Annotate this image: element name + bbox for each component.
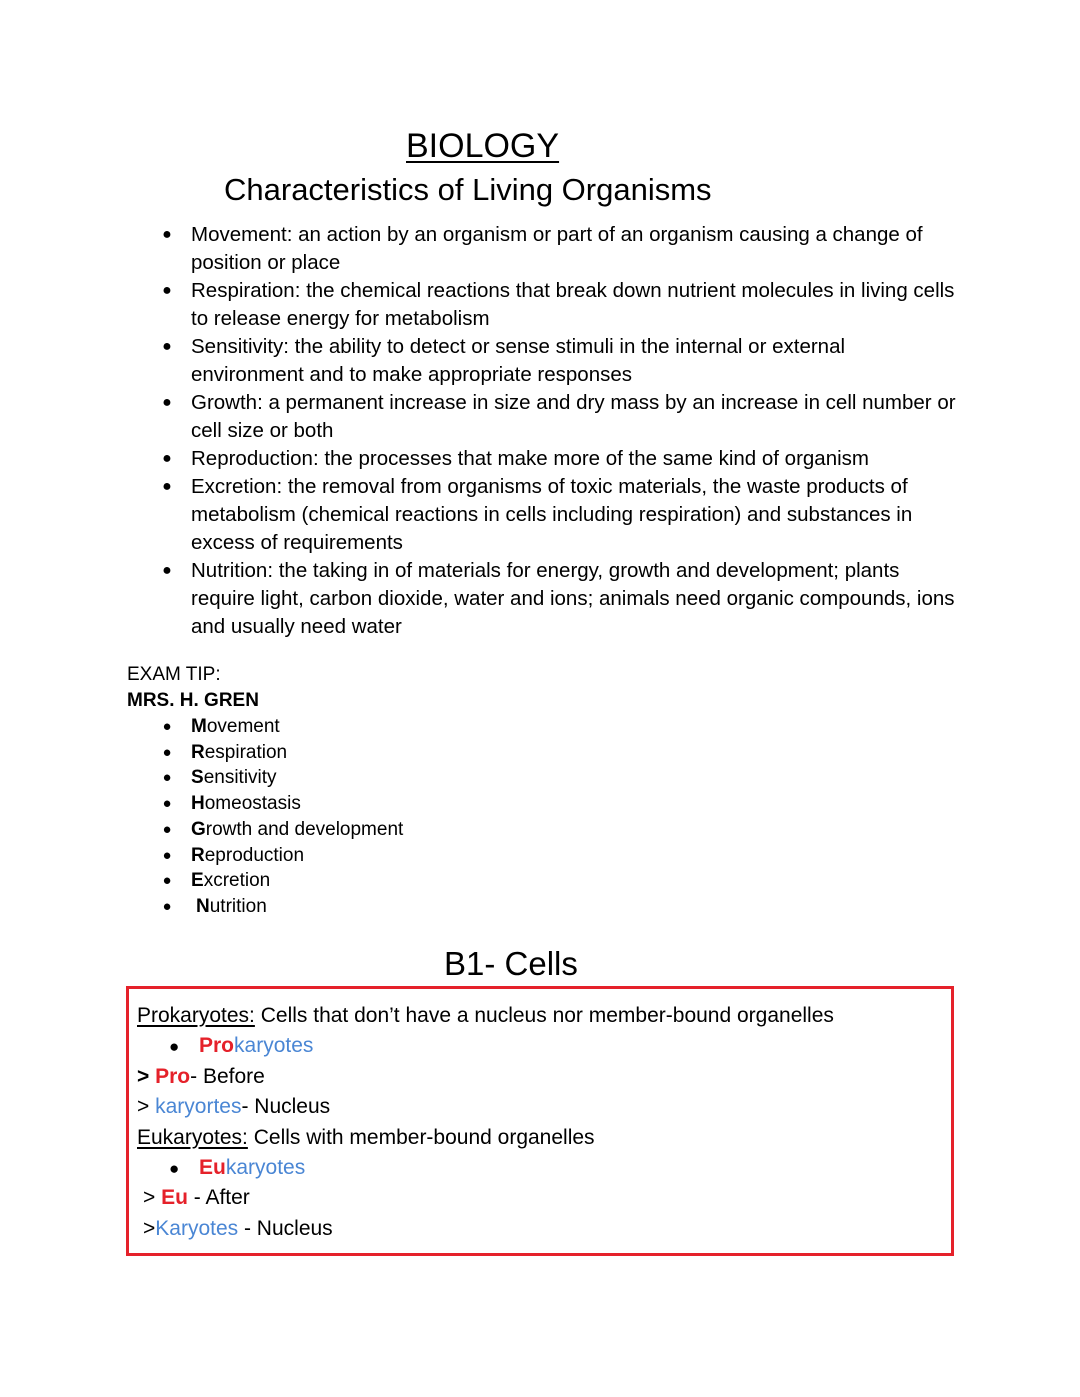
characteristic-text: Nutrition: the taking in of materials for energy, growth and development; plants require light, carbon dioxide, water and ions; animals need organic compounds, ions and usually need water bbox=[191, 559, 955, 638]
pro-prefix: Pro bbox=[155, 1065, 191, 1088]
bullet-icon: ● bbox=[162, 282, 172, 299]
list-item bbox=[158, 765, 403, 791]
list-item bbox=[158, 791, 403, 817]
bullet-icon: ● bbox=[162, 897, 172, 915]
bullet-icon: ● bbox=[162, 478, 172, 495]
prokaryotes-prefix-meaning bbox=[137, 1062, 265, 1092]
characteristic-text: Respiration: the chemical reactions that break down nutrient molecules in living cells to release energy for metabolism bbox=[191, 279, 955, 330]
bullet-icon: ● bbox=[169, 1159, 180, 1178]
mnemonic-initial: H bbox=[191, 793, 205, 815]
bullet-icon: ● bbox=[162, 718, 172, 735]
section-heading: B1- Cells bbox=[444, 945, 578, 982]
list-item bbox=[158, 445, 958, 473]
list-item bbox=[158, 389, 958, 445]
list-item bbox=[158, 221, 958, 277]
list-item bbox=[158, 843, 403, 869]
characteristic-text: Growth: a permanent increase in size and dry mass by an increase in cell number or cell size or both bbox=[191, 391, 956, 442]
prokaryotes-root-meaning bbox=[137, 1092, 330, 1122]
bullet-icon: ● bbox=[162, 338, 172, 355]
characteristic-text: Sensitivity: the ability to detect or sense stimuli in the internal or external environment and to make appropriate responses bbox=[191, 335, 846, 386]
mnemonic-list bbox=[158, 714, 403, 920]
mnemonic-initial: S bbox=[191, 767, 204, 789]
mnemonic-initial: R bbox=[191, 741, 205, 763]
bullet-icon: ● bbox=[162, 450, 172, 467]
cells-definition-box bbox=[126, 986, 954, 1256]
eukaryotes-root-meaning bbox=[143, 1214, 333, 1244]
list-item bbox=[158, 740, 403, 766]
list-item bbox=[158, 868, 403, 894]
bullet-icon: ● bbox=[162, 743, 172, 761]
mnemonic-initial: E bbox=[191, 870, 204, 892]
prokaryotes-suffix: karyotes bbox=[234, 1034, 314, 1057]
eu-meaning: - After bbox=[187, 1186, 250, 1209]
list-item bbox=[158, 894, 403, 920]
page-title: BIOLOGY bbox=[406, 127, 560, 165]
bullet-icon: ● bbox=[162, 226, 172, 243]
prokaryotes-prefix: Pro bbox=[199, 1034, 235, 1057]
mnemonic-initial: N bbox=[196, 895, 210, 917]
eukaryotes-definition bbox=[137, 1123, 595, 1153]
bullet-icon: ● bbox=[162, 562, 172, 579]
bullet-icon: ● bbox=[162, 872, 172, 890]
eukaryotes-suffix: karyotes bbox=[225, 1156, 306, 1179]
arrow-marker: > bbox=[143, 1186, 162, 1209]
bullet-icon: ● bbox=[162, 820, 172, 838]
mnemonic-rest: espiration bbox=[204, 741, 288, 763]
page-subtitle: Characteristics of Living Organisms bbox=[224, 172, 712, 207]
mnemonic-rest: utrition bbox=[209, 895, 267, 917]
arrow-marker: > bbox=[137, 1065, 156, 1088]
characteristics-list bbox=[158, 221, 958, 641]
arrow-marker: > bbox=[143, 1217, 156, 1240]
mnemonic-rest: omeostasis bbox=[204, 793, 301, 815]
bullet-icon: ● bbox=[162, 795, 172, 813]
bullet-icon: ● bbox=[162, 769, 172, 787]
list-item bbox=[158, 277, 958, 333]
prokaryotes-term: Prokaryotes: bbox=[137, 1004, 255, 1027]
eukaryotes-term: Eukaryotes: bbox=[137, 1126, 248, 1149]
prokaryotes-definition bbox=[137, 1001, 834, 1031]
exam-tip-label: EXAM TIP: bbox=[127, 664, 221, 685]
characteristic-text: Reproduction: the processes that make more of the same kind of organism bbox=[191, 447, 869, 470]
list-item bbox=[158, 817, 403, 843]
list-item bbox=[158, 333, 958, 389]
eukaryotes-word-breakdown bbox=[169, 1153, 305, 1184]
karyotes-root: karyortes bbox=[155, 1095, 242, 1118]
mnemonic-initial: R bbox=[191, 844, 205, 866]
list-item bbox=[158, 473, 958, 557]
characteristic-text: Movement: an action by an organism or part of an organism causing a change of position or place bbox=[191, 223, 923, 274]
list-item bbox=[158, 557, 958, 641]
prokaryotes-definition-text: Cells that don’t have a nucleus nor member-bound organelles bbox=[254, 1004, 834, 1027]
eukaryotes-definition-text: Cells with member-bound organelles bbox=[247, 1126, 595, 1149]
mnemonic-rest: ovement bbox=[206, 716, 280, 737]
mnemonic-title: MRS. H. GREN bbox=[127, 690, 259, 711]
eu-prefix: Eu bbox=[161, 1186, 188, 1209]
mnemonic-rest: ensitivity bbox=[203, 767, 277, 789]
mnemonic-rest: eproduction bbox=[204, 844, 305, 866]
bullet-icon: ● bbox=[162, 394, 172, 411]
mnemonic-rest: rowth and development bbox=[205, 818, 404, 840]
karyotes-meaning: - Nucleus bbox=[238, 1217, 333, 1240]
karyotes-root: Karyotes bbox=[155, 1217, 239, 1240]
arrow-marker: > bbox=[137, 1095, 156, 1118]
list-item bbox=[158, 714, 403, 740]
characteristic-text: Excretion: the removal from organisms of toxic materials, the waste products of metabolism (chemical reactions in cells including respiration) and substances in excess of requirements bbox=[191, 475, 913, 554]
karyotes-meaning: - Nucleus bbox=[241, 1095, 331, 1118]
pro-meaning: - Before bbox=[190, 1065, 265, 1088]
mnemonic-rest: xcretion bbox=[203, 870, 271, 892]
mnemonic-initial: G bbox=[191, 818, 206, 840]
prokaryotes-word-breakdown bbox=[169, 1031, 313, 1062]
mnemonic-initial: M bbox=[191, 716, 207, 737]
eukaryotes-prefix: Eu bbox=[199, 1156, 226, 1179]
bullet-icon: ● bbox=[169, 1037, 180, 1056]
eukaryotes-prefix-meaning bbox=[143, 1183, 250, 1213]
bullet-icon: ● bbox=[162, 846, 172, 864]
